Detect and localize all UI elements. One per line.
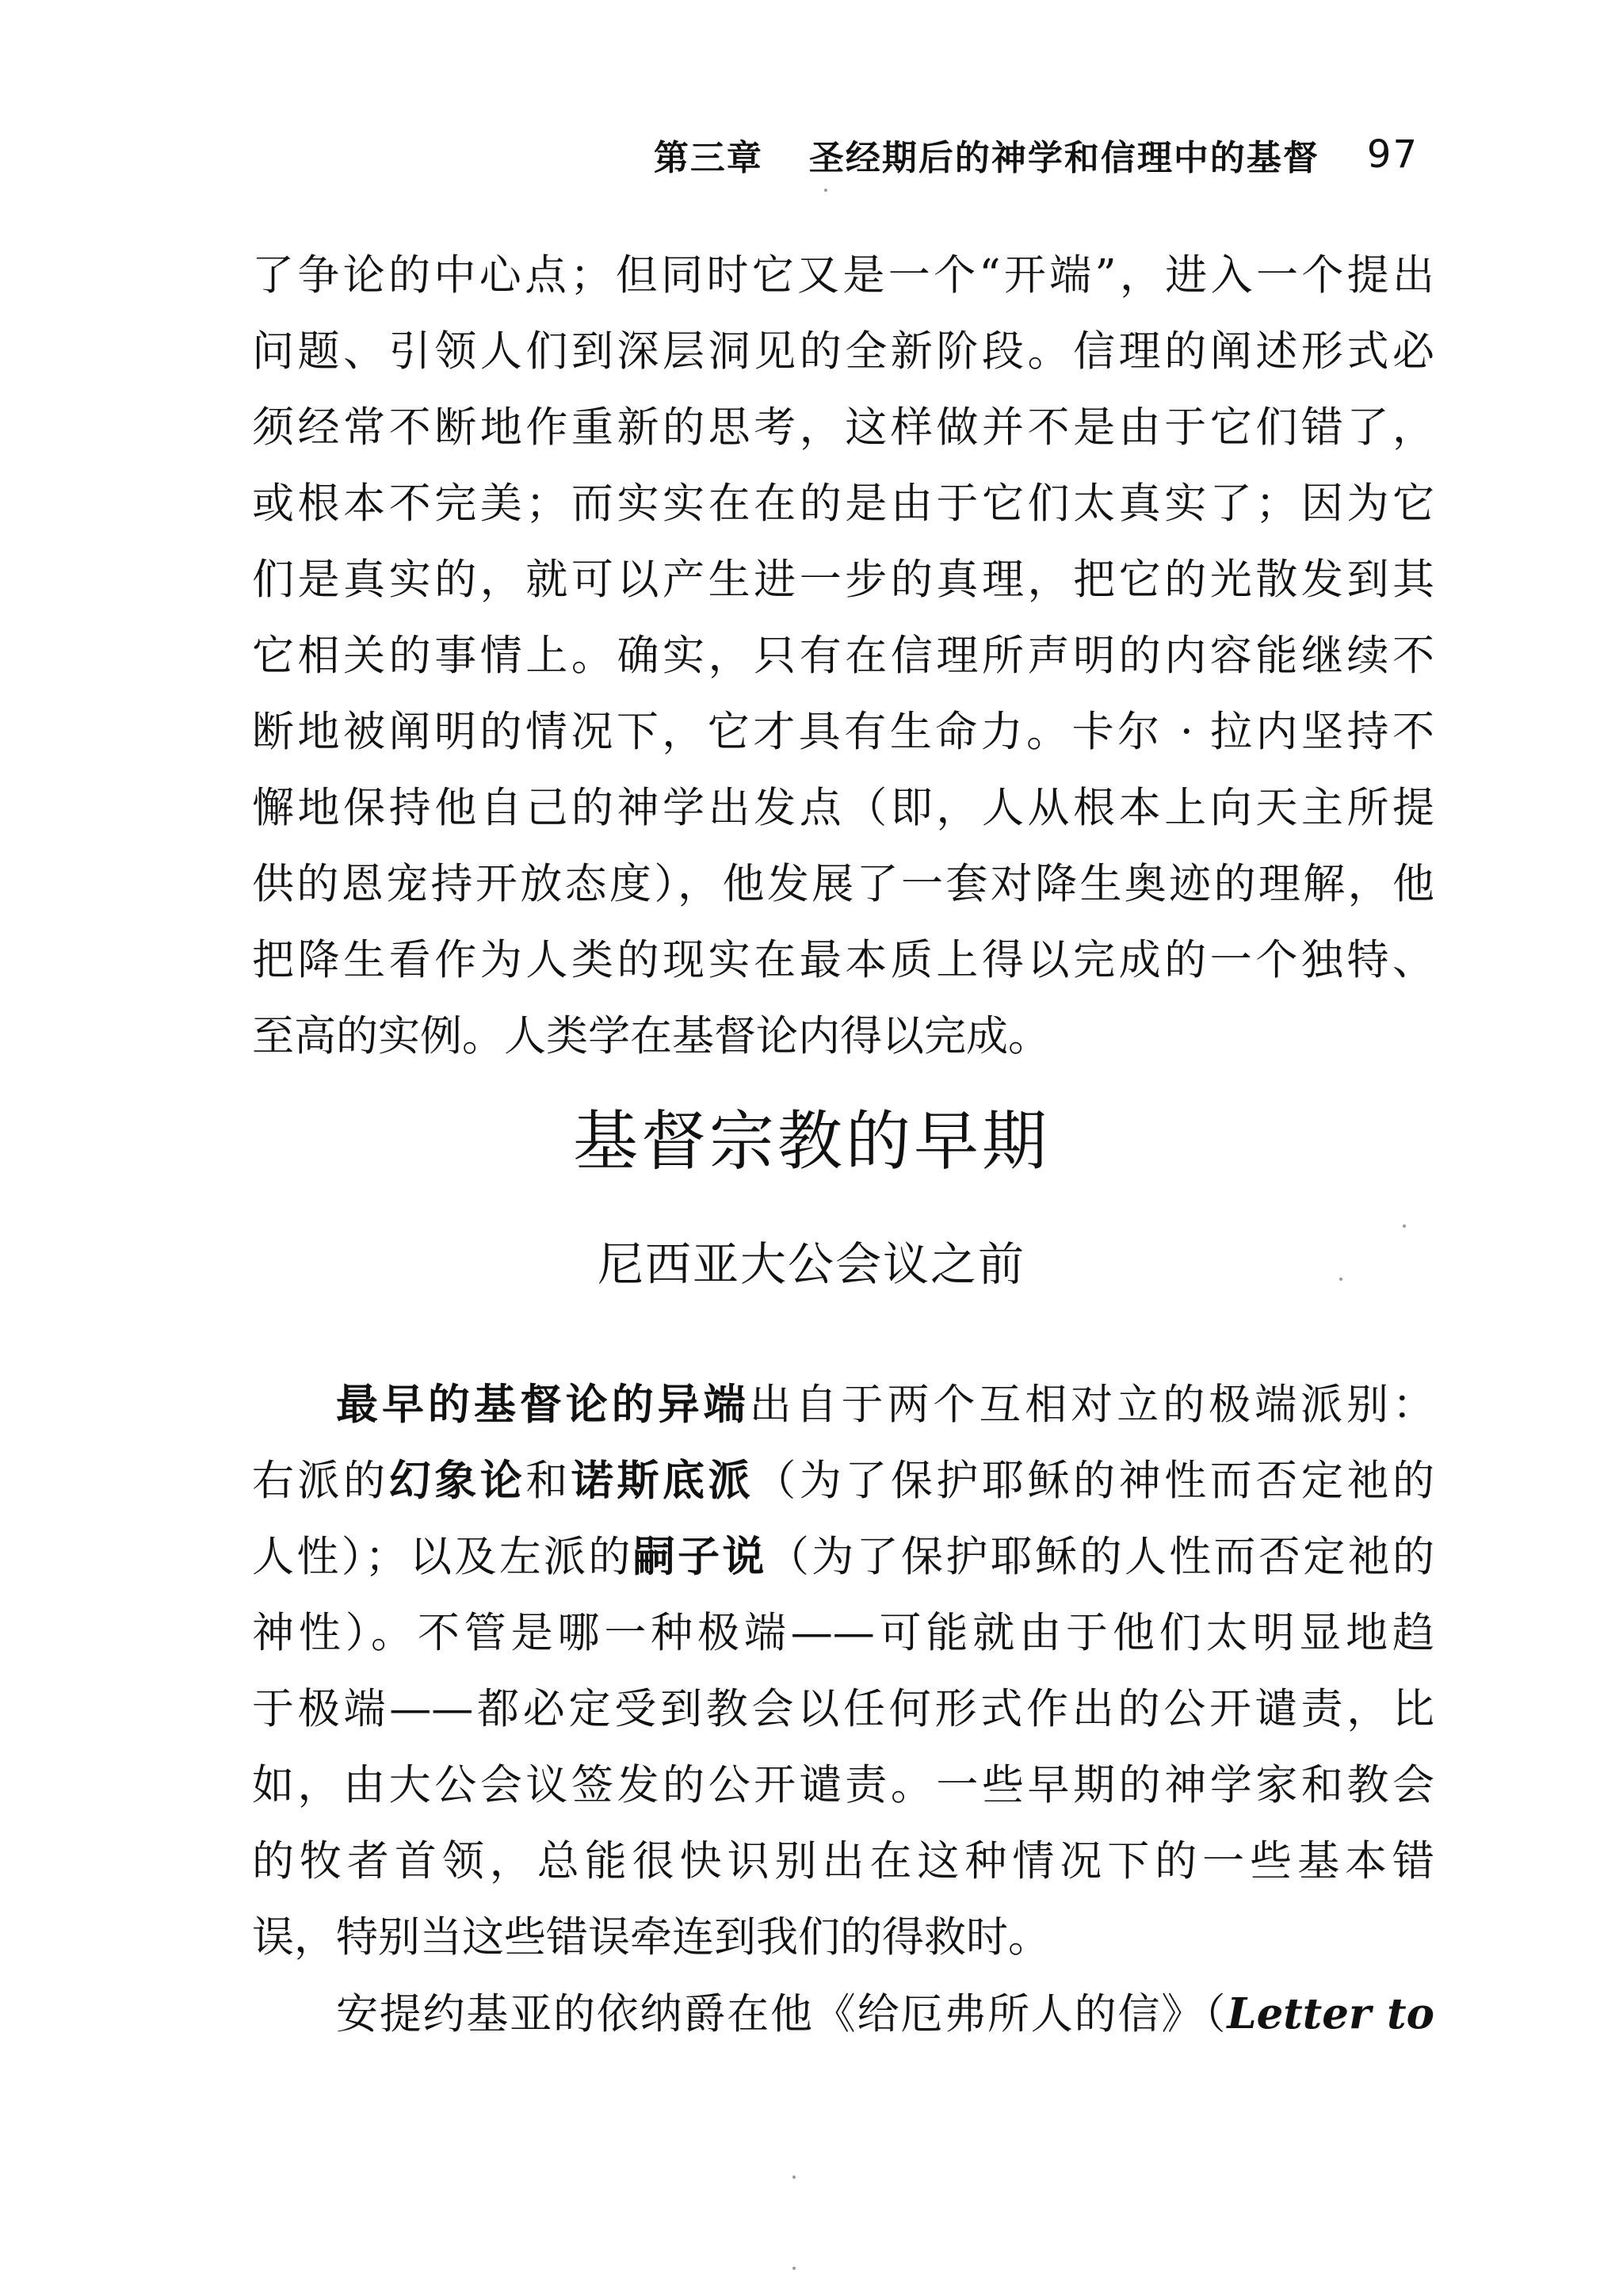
text-run: 出自于两个互相对立的极端派别： xyxy=(749,1381,1435,1429)
text-line: 至高的实例。人类学在基督论内得以完成。 xyxy=(252,1012,1050,1060)
text-line: 它相关的事情上。确实，只有在信理所声明的内容能继续不 xyxy=(252,632,1434,680)
scan-speck xyxy=(1403,1224,1406,1228)
text-line: 供的恩宠持开放态度），他发展了一套对降生奥迹的理解，他 xyxy=(252,860,1434,908)
scan-speck xyxy=(824,189,827,192)
scan-speck xyxy=(792,2267,796,2270)
text-run: 安提约基亚的依纳爵在他《给厄弗所人的信》（ xyxy=(336,1990,1228,2038)
text-line: 了争论的中心点；但同时它又是一个“开端”，进入一个提出 xyxy=(252,251,1434,300)
scan-speck xyxy=(792,2176,796,2179)
text-run: 右派的 xyxy=(252,1457,389,1505)
text-run: 和 xyxy=(525,1457,571,1505)
text-run: （为了保护耶稣的人性而否定祂的 xyxy=(766,1533,1435,1581)
text-line: 须经常不断地作重新的思考，这样做并不是由于它们错了， xyxy=(252,403,1434,452)
chapter-title: 圣经期后的神学和信理中的基督 xyxy=(808,138,1319,178)
text-line: 把降生看作为人类的现实在最本质上得以完成的一个独特、 xyxy=(252,936,1434,984)
paragraph-continued xyxy=(252,238,1434,1075)
bold-term: 嗣子说 xyxy=(632,1533,767,1581)
text-line: 或根本不完美；而实实在在的是由于它们太真实了；因为它 xyxy=(252,479,1434,528)
bold-term: 最早的基督论的异端 xyxy=(336,1381,750,1429)
text-line: 断地被阐明的情况下，它才具有生命力。卡尔 · 拉内坚持不 xyxy=(252,708,1434,756)
text-line xyxy=(252,1367,1434,1443)
text-line: 问题、引领人们到深层洞见的全新阶段。信理的阐述形式必 xyxy=(252,327,1434,376)
text-line: 懈地保持他自己的神学出发点（即，人从根本上向天主所提 xyxy=(252,784,1434,832)
text-line xyxy=(252,1976,1434,2052)
text-line: 误，特别当这些错误牵连到我们的得救时。 xyxy=(252,1913,1050,1962)
latin-title: Letter to xyxy=(1227,1989,1434,2038)
running-head xyxy=(579,127,1419,182)
text-run: （为了保护耶稣的神性而否定祂的 xyxy=(754,1457,1435,1505)
text-line: 如，由大公会议签发的公开谴责。一些早期的神学家和教会 xyxy=(252,1761,1434,1809)
bold-term: 幻象论 xyxy=(388,1457,526,1505)
page-number: 97 xyxy=(1366,132,1419,177)
text-run: 人性）；以及左派的 xyxy=(252,1533,633,1581)
text-line: 们是真实的，就可以产生进一步的真理，把它的光散发到其 xyxy=(252,556,1434,604)
paragraph-heresies xyxy=(252,1367,1434,2052)
chapter-label: 第三章 xyxy=(653,138,763,178)
text-line: 于极端——都必定受到教会以任何形式作出的公开谴责，比 xyxy=(252,1685,1434,1733)
scan-speck xyxy=(1339,1278,1342,1281)
section-heading: 基督宗教的早期 xyxy=(572,1104,1050,1179)
text-line xyxy=(252,1443,1434,1519)
text-line: 的牧者首领，总能很快识别出在这种情况下的一些基本错 xyxy=(252,1837,1434,1885)
bold-term: 诺斯底派 xyxy=(571,1457,754,1505)
subsection-heading: 尼西亚大公会议之前 xyxy=(597,1237,1025,1291)
text-line: 神性）。不管是哪一种极端——可能就由于他们太明显地趋 xyxy=(252,1609,1434,1657)
text-line xyxy=(252,1519,1434,1595)
